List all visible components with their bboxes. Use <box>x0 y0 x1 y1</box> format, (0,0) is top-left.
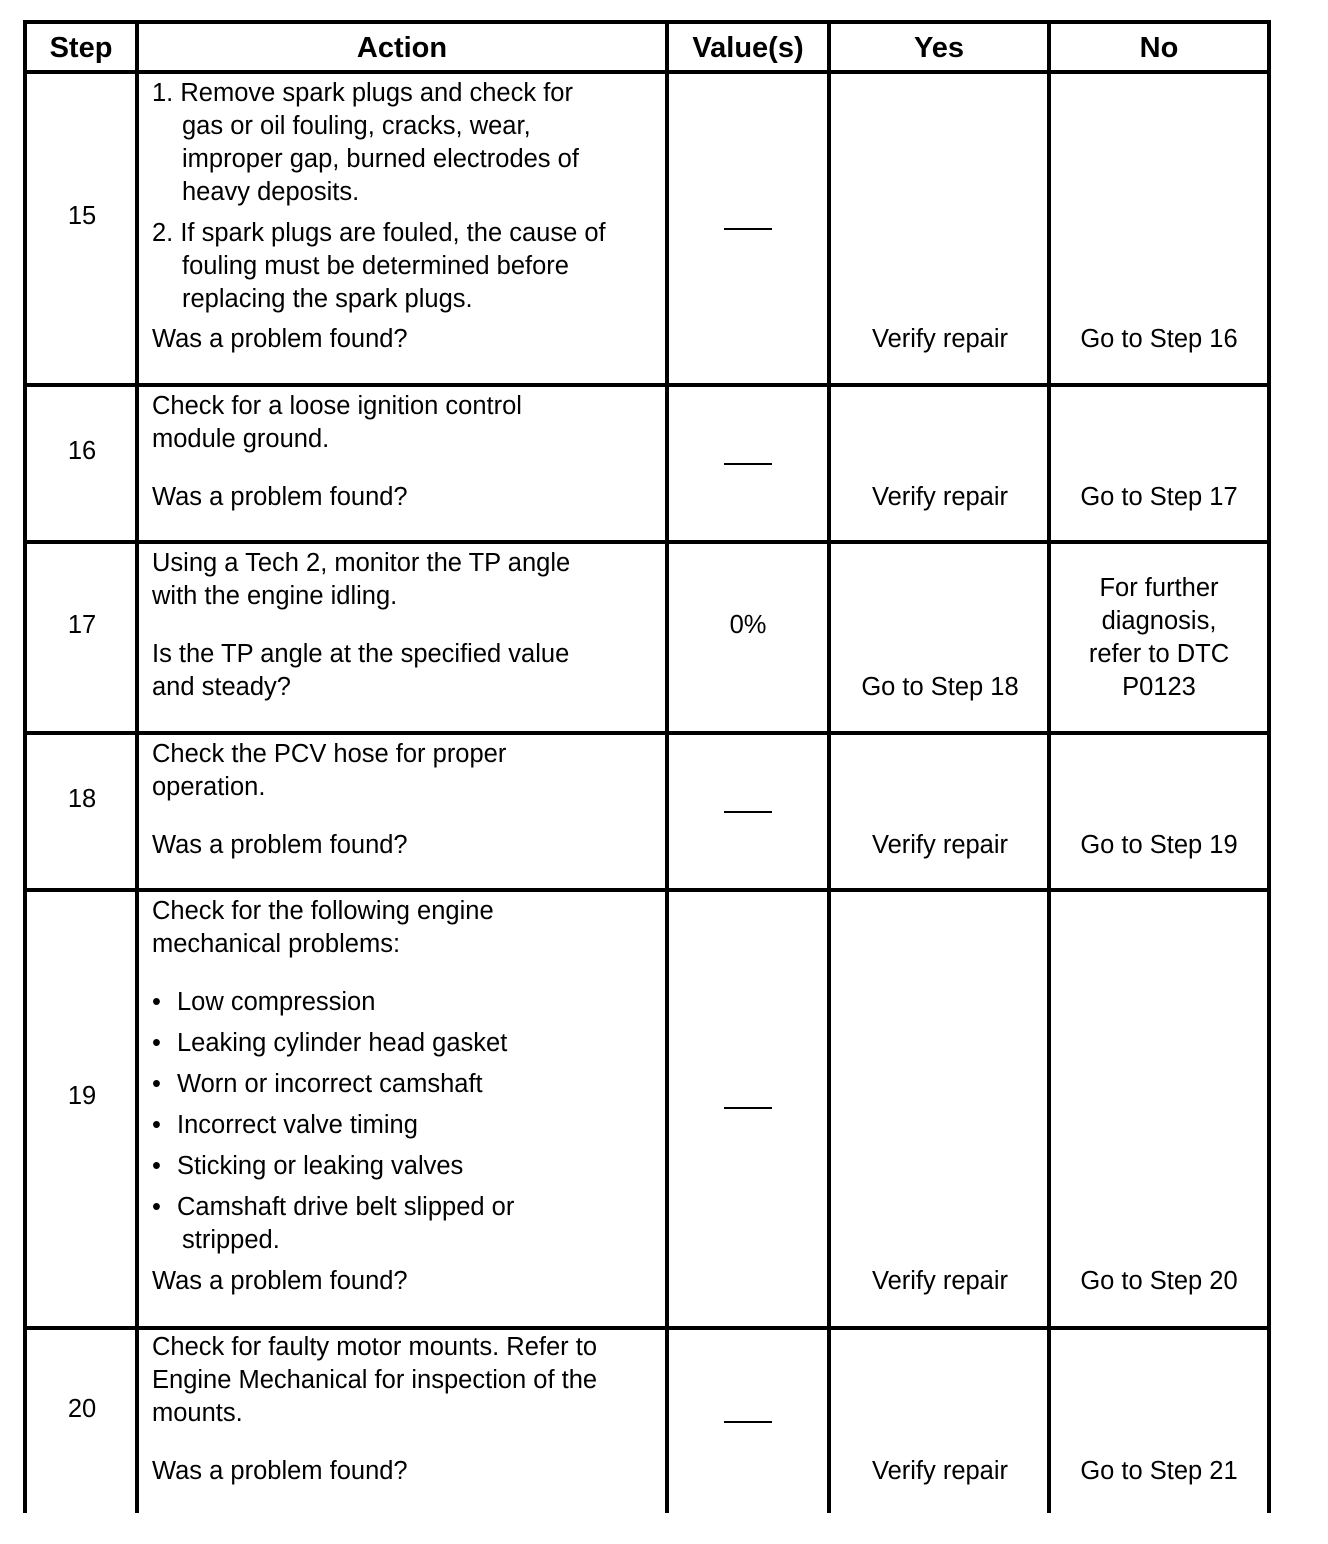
action-line: 2. If spark plugs are fouled, the cause of <box>152 219 606 247</box>
step-number: 17 <box>67 611 97 639</box>
yes-result: Verify repair <box>871 1457 1009 1485</box>
no-result-line: refer to DTC <box>1088 640 1230 668</box>
no-result: Go to Step 19 <box>1080 831 1238 859</box>
bullet-mark: • <box>152 1029 161 1057</box>
header-action: Action <box>356 32 448 64</box>
action-question: Was a problem found? <box>152 1267 408 1295</box>
no-result-line: For further <box>1099 574 1219 602</box>
no-result-line: P0123 <box>1122 673 1196 701</box>
step-number: 16 <box>67 437 97 465</box>
action-line: replacing the spark plugs. <box>182 285 473 313</box>
header-values: Value(s) <box>692 32 804 64</box>
bullet-item: Worn or incorrect camshaft <box>177 1070 483 1098</box>
value-dash <box>724 1107 772 1109</box>
action-question: Was a problem found? <box>152 1457 408 1485</box>
action-question: Is the TP angle at the specified value <box>152 640 570 668</box>
action-line: Using a Tech 2, monitor the TP angle <box>152 549 571 577</box>
no-result: Go to Step 20 <box>1080 1267 1238 1295</box>
bullet-item: Leaking cylinder head gasket <box>177 1029 508 1057</box>
action-line: heavy deposits. <box>182 178 360 206</box>
row-border-16 <box>23 540 1271 544</box>
bullet-mark: • <box>152 1152 161 1180</box>
action-line: 1. Remove spark plugs and check for <box>152 79 573 107</box>
step-number: 18 <box>67 785 97 813</box>
action-line: mechanical problems: <box>152 930 401 958</box>
yes-result: Verify repair <box>871 831 1009 859</box>
row-border-19 <box>23 1326 1271 1330</box>
action-line: Check for the following engine <box>152 897 494 925</box>
action-line: mounts. <box>152 1399 243 1427</box>
action-line: operation. <box>152 773 266 801</box>
col-border-left <box>23 20 27 1513</box>
header-step: Step <box>49 32 113 64</box>
action-line: Check the PCV hose for proper <box>152 740 507 768</box>
row-border-top <box>23 20 1271 24</box>
step-number: 20 <box>67 1395 97 1423</box>
bullet-item: Camshaft drive belt slipped or <box>177 1193 515 1221</box>
value-dash <box>724 811 772 813</box>
action-line: fouling must be determined before <box>182 252 569 280</box>
action-line: Check for faulty motor mounts. Refer to <box>152 1333 598 1361</box>
step-number: 15 <box>67 202 97 230</box>
yes-result: Go to Step 18 <box>861 673 1019 701</box>
action-question: Was a problem found? <box>152 325 408 353</box>
yes-result: Verify repair <box>871 1267 1009 1295</box>
value-dash <box>724 1421 772 1423</box>
action-line: with the engine idling. <box>152 582 398 610</box>
col-border-action <box>665 20 669 1513</box>
bullet-mark: • <box>152 1070 161 1098</box>
value-text: 0% <box>729 611 767 639</box>
no-result-line: diagnosis, <box>1101 607 1217 635</box>
row-border-15 <box>23 383 1271 387</box>
bullet-item: Incorrect valve timing <box>177 1111 418 1139</box>
action-line: Engine Mechanical for inspection of the <box>152 1366 598 1394</box>
row-border-18 <box>23 888 1271 892</box>
action-question: and steady? <box>152 673 291 701</box>
step-number: 19 <box>67 1082 97 1110</box>
col-border-step <box>135 20 139 1513</box>
bullet-item: Sticking or leaking valves <box>177 1152 464 1180</box>
header-yes: Yes <box>914 32 964 64</box>
row-border-17 <box>23 731 1271 735</box>
value-dash <box>724 463 772 465</box>
bullet-mark: • <box>152 988 161 1016</box>
yes-result: Verify repair <box>871 483 1009 511</box>
action-line: gas or oil fouling, cracks, wear, <box>182 112 531 140</box>
action-question: Was a problem found? <box>152 483 408 511</box>
bullet-item: Low compression <box>177 988 376 1016</box>
action-line: Check for a loose ignition control <box>152 392 522 420</box>
header-no: No <box>1139 32 1179 64</box>
action-line: improper gap, burned electrodes of <box>182 145 579 173</box>
value-dash <box>724 228 772 230</box>
no-result: Go to Step 21 <box>1080 1457 1238 1485</box>
action-line: module ground. <box>152 425 330 453</box>
action-question: Was a problem found? <box>152 831 408 859</box>
yes-result: Verify repair <box>871 325 1009 353</box>
no-result: Go to Step 17 <box>1080 483 1238 511</box>
row-border-header <box>23 70 1271 74</box>
bullet-mark: • <box>152 1111 161 1139</box>
bullet-item-continued: stripped. <box>182 1226 280 1254</box>
no-result: Go to Step 16 <box>1080 325 1238 353</box>
bullet-mark: • <box>152 1193 161 1221</box>
